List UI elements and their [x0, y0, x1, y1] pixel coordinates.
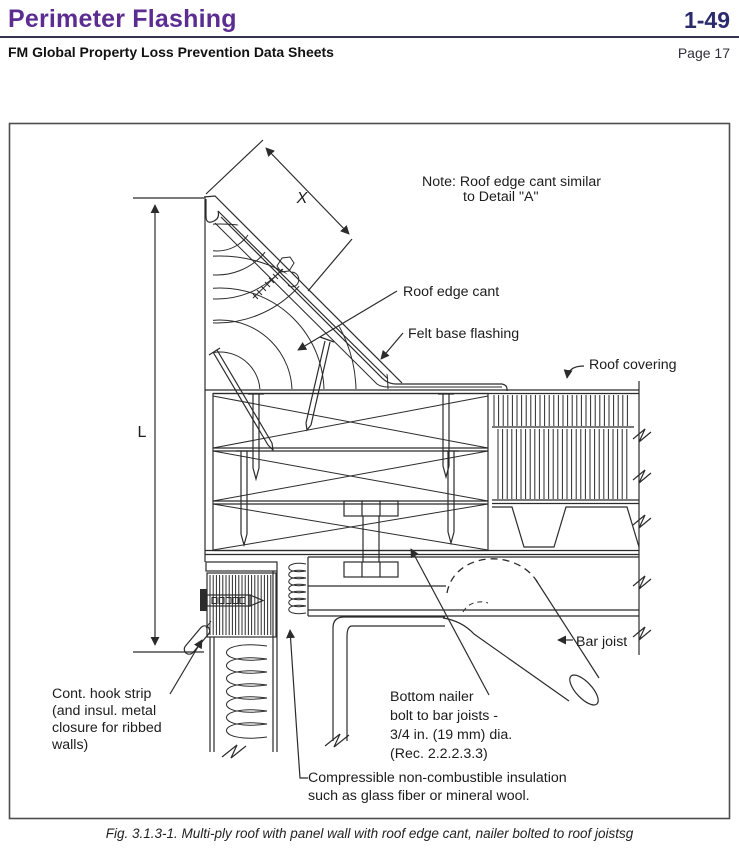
- bar-joist-label: Bar joist: [576, 634, 628, 650]
- dimension-l: [133, 198, 204, 652]
- wall-screw: [200, 589, 263, 611]
- joist-seat-band: [308, 557, 639, 616]
- document-subtitle: FM Global Property Loss Prevention Data Sheets: [8, 44, 334, 60]
- right-break-edge: [633, 381, 651, 655]
- nailer-spikes: [236, 394, 459, 545]
- steel-deck-profile: [492, 507, 639, 547]
- roof-covering-hatch: [492, 395, 639, 504]
- svg-text:(Rec. 2.2.2.3.3): (Rec. 2.2.2.3.3): [390, 746, 488, 762]
- svg-text:(and insul. metal: (and insul. metal: [52, 703, 157, 719]
- note-line1: Note: Roof edge cant similar: [422, 174, 602, 190]
- insulation-label: Compressible non-combustible insulation: [308, 770, 567, 786]
- svg-text:closure for ribbed: closure for ribbed: [52, 720, 162, 736]
- svg-text:3/4 in. (19 mm) dia.: 3/4 in. (19 mm) dia.: [390, 727, 513, 743]
- roof-edge-cant-label: Roof edge cant: [403, 284, 500, 300]
- dim-x-label: X: [296, 190, 308, 207]
- svg-text:such as glass fiber or mineral: such as glass fiber or mineral wool.: [308, 788, 530, 804]
- svg-text:bolt to bar joists -: bolt to bar joists -: [390, 708, 499, 724]
- panel-wall: [206, 562, 277, 758]
- label-felt-base-flashing: [381, 326, 519, 359]
- nailer-bolt: [344, 501, 398, 577]
- svg-text:walls): walls): [52, 737, 89, 753]
- compressible-insulation: [289, 558, 308, 616]
- wood-nailer-stack: [205, 394, 639, 555]
- cant-felt-arcs: [52, 103, 388, 560]
- label-roof-covering: [567, 357, 677, 378]
- figure-caption: Fig. 3.1.3-1. Multi-ply roof with panel wall with roof edge cant, nailer bolted to roof joistsg: [105, 826, 634, 841]
- dim-l-label: L: [137, 424, 147, 441]
- roof-covering-label: Roof covering: [589, 357, 677, 373]
- felt-base-flashing-label: Felt base flashing: [408, 326, 520, 342]
- hook-strip-label: Cont. hook strip: [52, 686, 152, 702]
- label-hook-strip: [51, 640, 202, 753]
- bottom-nailer-label: Bottom nailer: [390, 689, 474, 705]
- page-number: Page 17: [677, 45, 730, 61]
- note-line2: to Detail "A": [463, 189, 539, 205]
- page-title: Perimeter Flashing: [8, 5, 237, 33]
- note: [422, 174, 601, 205]
- hook-strip: [182, 621, 212, 656]
- label-bar-joist: [558, 634, 627, 650]
- data-sheet-number: 1-49: [683, 7, 730, 33]
- cant-screw: [253, 257, 299, 299]
